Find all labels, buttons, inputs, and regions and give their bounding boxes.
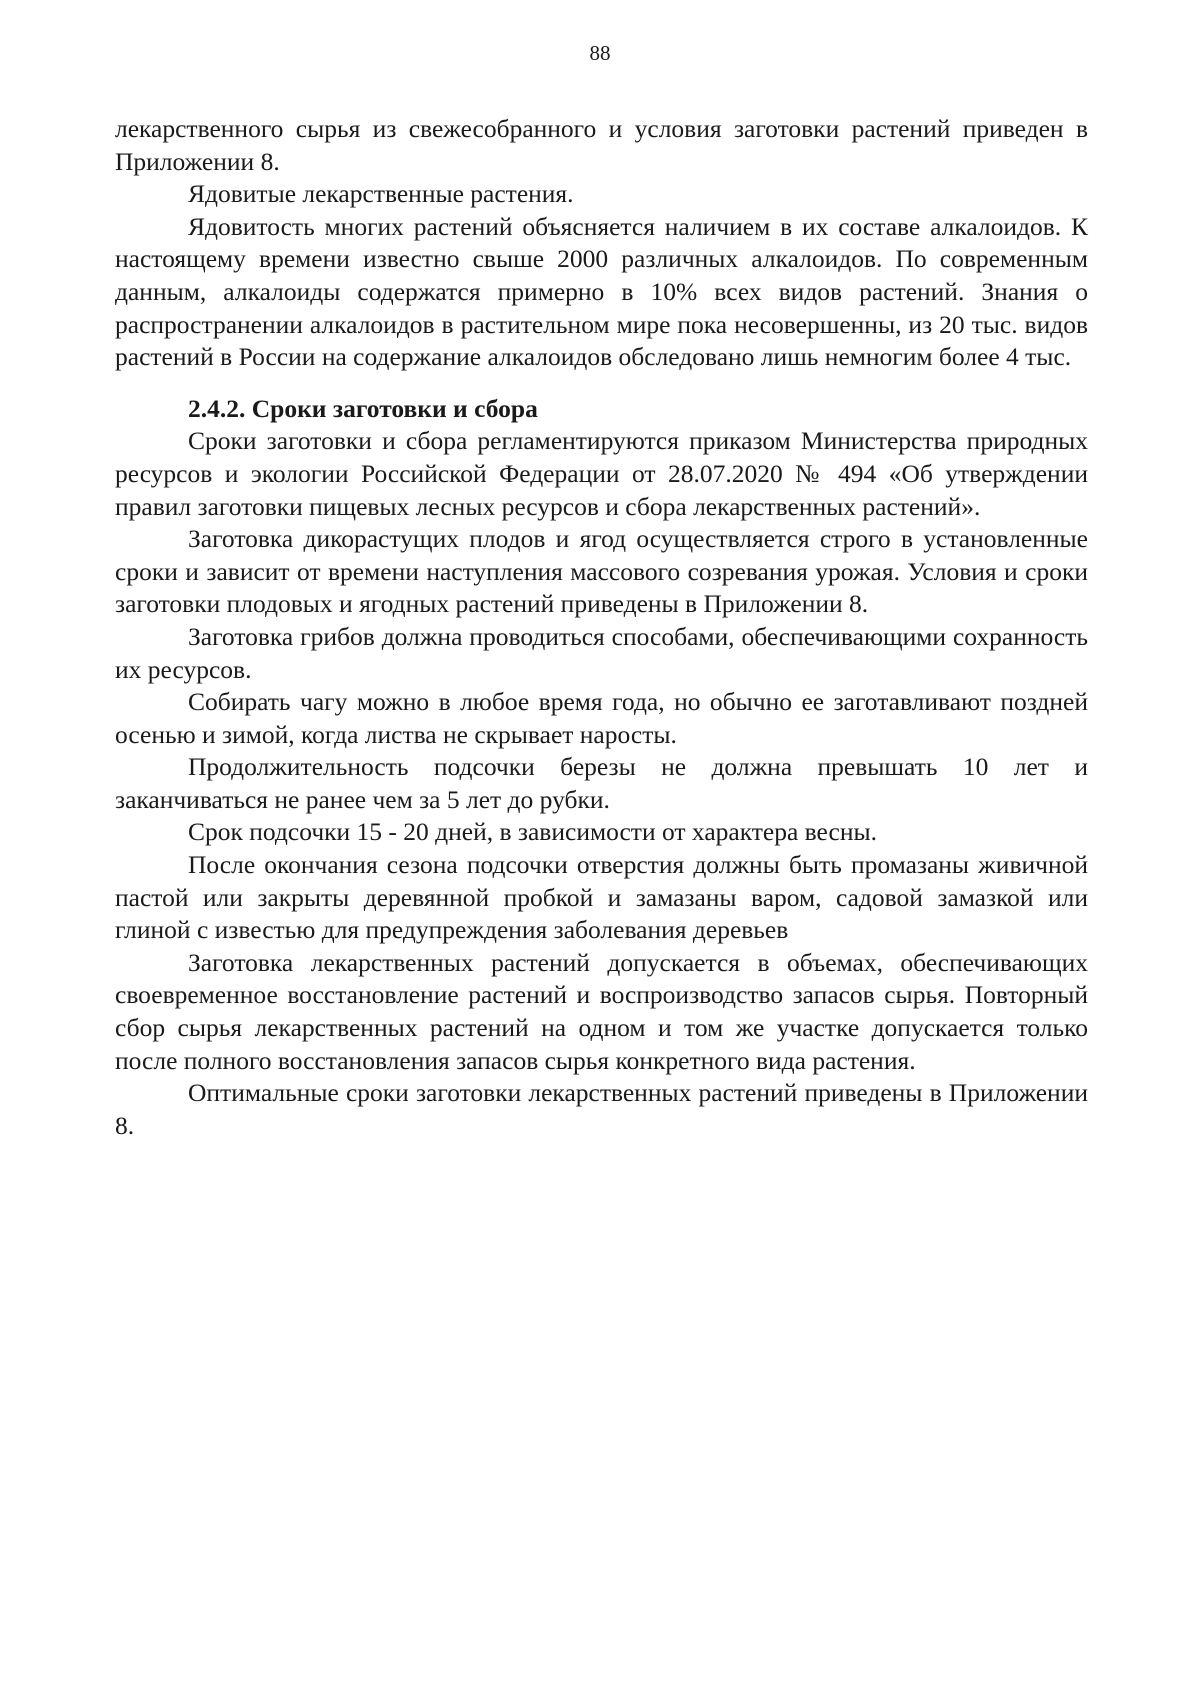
poisonous-plants-paragraph: Ядовитость многих растений объясняется наличием в их составе алкалоидов. К настоящему времени известно свыше 2000 различных алкалоидов. По современным данным, алкалоиды содержатся примерно в 10% всех видов растений. Знания о распространении алкалоидов в растительном мире пока несовершенны, из 20 тыс. видов растений в России на содержание алкалоидов обследовано лишь немногим более 4 тыс. [115,211,1088,372]
paragraph-medicinal-harvest: Заготовка лекарственных растений допускается в объемах, обеспечивающих своевременное восстановление растений и воспроизводство запасов сырья. Повторный сбор сырья лекарственных растений на одном и том же участке допускается только после полного восстановления запасов сырья конкретного вида растения. [115,947,1088,1075]
page-number: 88 [589,41,611,65]
document-body [115,113,1088,1142]
paragraph-tapping-term: Срок подсочки 15 - 20 дней, в зависимости от характера весны. [188,817,877,847]
paragraph-regulation: Сроки заготовки и сбора регламентируются приказом Министерства природных ресурсов и экологии Российской Федерации от 28.07.2020 № 494 «Об утверждении правил заготовки пищевых лесных ресурсов и сбора лекарственных растений». [115,426,1088,521]
paragraph-optimal-terms: Оптимальные сроки заготовки лекарственных растений приведены в Приложении 8. [115,1078,1088,1140]
paragraph-chaga: Собирать чагу можно в любое время года, но обычно ее заготавливают поздней осенью и зимой, когда листва не скрывает наросты. [115,687,1088,749]
poisonous-plants-heading: Ядовитые лекарственные растения. [188,179,574,209]
section-heading: 2.4.2. Сроки заготовки и сбора [188,393,538,423]
paragraph-after-season: После окончания сезона подсочки отверстия должны быть промазаны живичной пастой или закрыты деревянной пробкой и замазаны варом, садовой замазкой или глиной с известью для предупреждения заболевания деревьев [115,850,1088,945]
paragraph-fruits-berries: Заготовка дикорастущих плодов и ягод осуществляется строго в установленные сроки и зависит от времени наступления массового созревания урожая. Условия и сроки заготовки плодовых и ягодных растений приведены в Приложении 8. [115,524,1088,619]
paragraph-birch-tapping-duration: Продолжительность подсочки березы не должна превышать 10 лет и заканчиваться не ранее чем за 5 лет до рубки. [115,752,1088,814]
continuation-paragraph: лекарственного сырья из свежесобранного и условия заготовки растений приведен в Приложении 8. [115,114,1088,176]
paragraph-mushrooms: Заготовка грибов должна проводиться способами, обеспечивающими сохранность их ресурсов. [115,621,1088,684]
